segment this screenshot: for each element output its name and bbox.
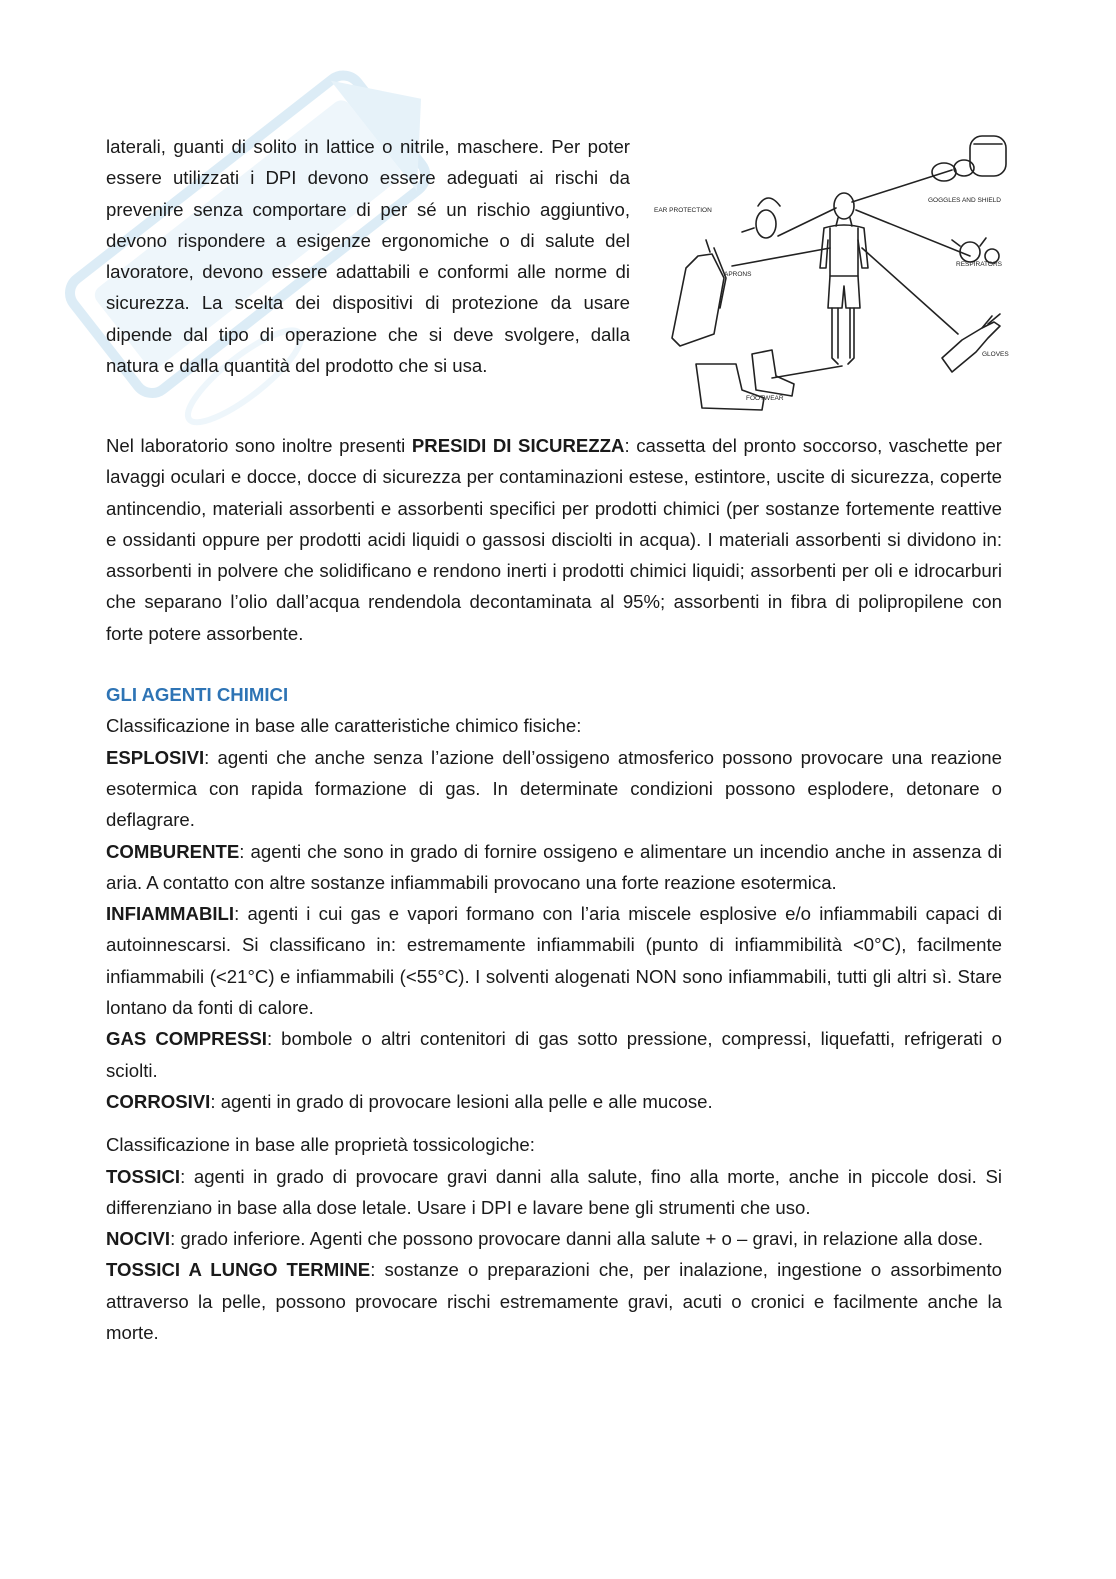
- intro-chemico-fisiche: Classificazione in base alle caratteristiche chimico fisiche:: [106, 715, 582, 737]
- goggles-icon: [932, 136, 1006, 181]
- label-goggles: GOGGLES AND SHIELD: [928, 197, 1001, 204]
- dpi-paragraph: laterali, guanti di solito in lattice o nitrile, maschere. Per poter essere utilizzati i DPI devono essere adeguati ai rischi da prevenire senza comportare di per sé un rischio aggiuntivo, devono rispondere a esigenze ergonomiche o di salute del lavoratore, devono essere adattabili e conformi alle norme di sicurezza. La scelta dei dispositivi di protezione da usare dipende dal tipo di operazione che si deve svolgere, dalla natura e dalla quantità del prodotto che si usa.: [106, 136, 630, 377]
- definition-esplosivi: ESPLOSIVI: agenti che anche senza l’azione dell’ossigeno atmosferico possono provocare una reazione esotermica con rapida formazione di gas. In determinate condizioni possono esplodere, detonare o deflagrare.: [106, 746, 1002, 831]
- definition-comburente: COMBURENTE: agenti che sono in grado di fornire ossigeno e alimentare un incendio anche in assenza di aria. A contatto con altre sostanze infiammabili provocano una forte reazione esotermica.: [106, 840, 1002, 893]
- gloves-icon: [942, 314, 1000, 372]
- label-gloves: GLOVES: [982, 351, 1009, 358]
- label-footwear: FOOTWEAR: [746, 395, 784, 402]
- ppe-illustration: [652, 128, 1022, 416]
- definition-gas-compressi: GAS COMPRESSI: bombole o altri contenitori di gas sotto pressione, compressi, liquefatti, refrigerati o sciolti.: [106, 1028, 1002, 1081]
- presidi-paragraph: Nel laboratorio sono inoltre presenti PRESIDI DI SICUREZZA: cassetta del pronto soccorso, vaschette per lavaggi oculari e docce, docce di sicurezza per contaminazioni estese, estintore, uscite di sicurezza, coperte antincendio, materiali assorbenti e assorbenti specifici per prodotti chimici (per sostanze fortemente reattive e ossidanti oppure per prodotti acidi liquidi o gassosi disciolti in acqua). I materiali assorbenti si dividono in: assorbenti in polvere che solidificano e rendono inerti i prodotti chimici liquidi; assorbenti per oli e idrocarburi che separano l’olio dall’acqua rendendola decontaminata al 95%; assorbenti in fibra di polipropilene con forte potere assorbente.: [106, 435, 1002, 644]
- label-respirators: RESPIRATORS: [956, 261, 1002, 268]
- apron-icon: [672, 240, 726, 346]
- label-ear-protection: EAR PROTECTION: [654, 207, 712, 214]
- definition-corrosivi: CORROSIVI: agenti in grado di provocare lesioni alla pelle e alle mucose.: [106, 1090, 713, 1112]
- document-page: [106, 128, 1009, 1348]
- presidi-term: PRESIDI DI SICUREZZA: [411, 435, 625, 456]
- dpi-section: [106, 128, 1009, 418]
- intro-tossicologiche: Classificazione in base alle proprietà tossicologiche:: [106, 1134, 535, 1156]
- respirator-icon: [952, 238, 999, 263]
- label-aprons: APRONS: [724, 271, 752, 278]
- section-heading: GLI AGENTI CHIMICI: [106, 684, 289, 706]
- ear-protection-icon: [742, 198, 780, 238]
- definition-tossici: TOSSICI: agenti in grado di provocare gravi danni alla salute, fino alla morte, anche in piccole dosi. Si differenziano in base alla dose letale. Usare i DPI e lavare bene gli strumenti che uso.: [106, 1165, 1002, 1218]
- definition-nocivi: NOCIVI: grado inferiore. Agenti che possono provocare danni alla salute + o – gravi, in relazione alla dose.: [106, 1228, 984, 1250]
- definition-infiammabili: INFIAMMABILI: agenti i cui gas e vapori formano con l’aria miscele esplosive e/o infiammabili capaci di autoinnescarsi. Si classificano in: estremamente infiammabili (punto di infiammibilità <0°C), facilmente infiammabili (<21°C) e infiammabili (<55°C). I solventi alogenati NON sono infiammabili, tutti gli altri sì. Stare lontano da fonti di calore.: [106, 903, 1002, 1019]
- definition-tossici-lungo-termine: TOSSICI A LUNGO TERMINE: sostanze o preparazioni che, per inalazione, ingestione o assorbimento attraverso la pelle, possono provocare rischi estremamente gravi, acuti o cronici e facilmente anche la morte.: [106, 1259, 1002, 1344]
- human-figure-icon: [820, 193, 868, 364]
